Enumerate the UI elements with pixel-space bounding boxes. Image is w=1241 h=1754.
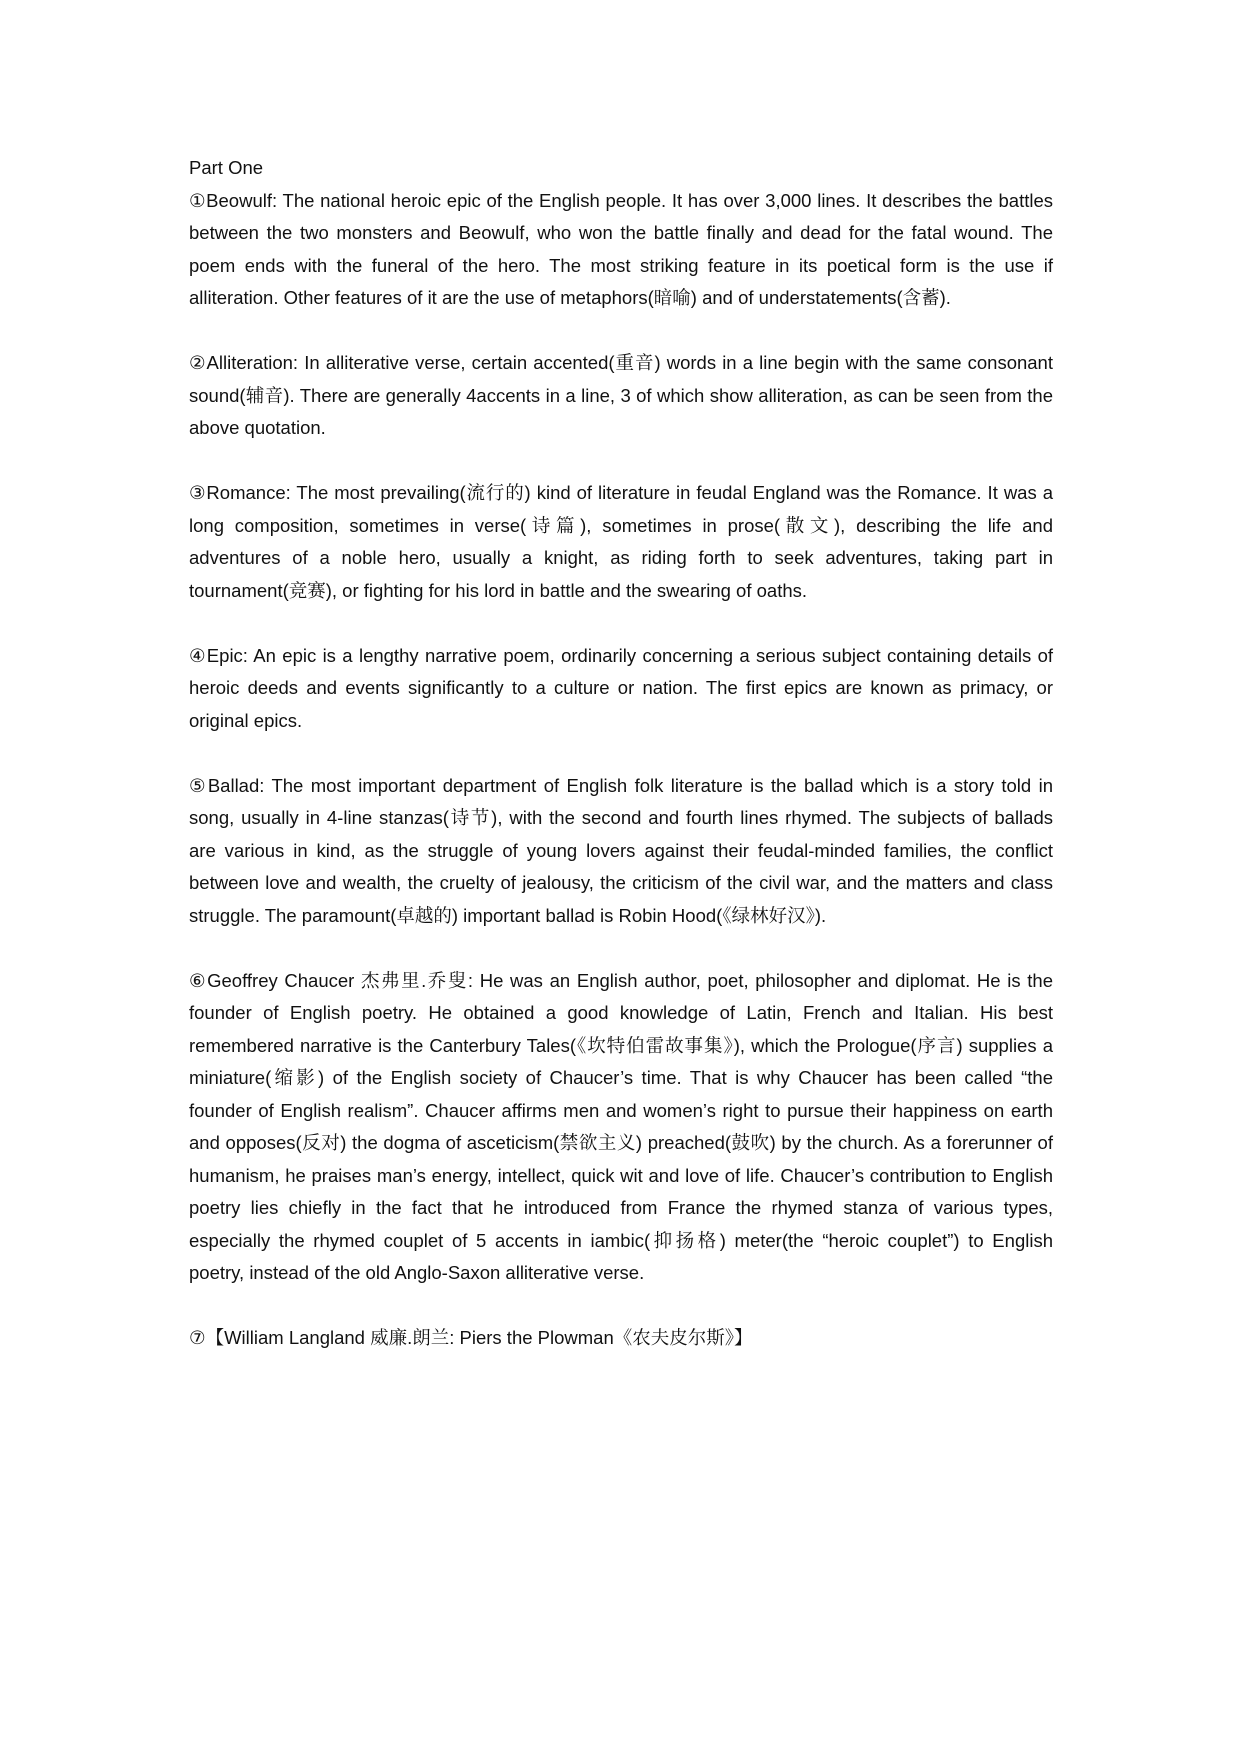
paragraph-epic: ④Epic: An epic is a lengthy narrative poem, ordinarily concerning a serious subject containing details of heroic deeds and events significantly to a culture or nation. The first epics are known as primacy, or original epics. — [189, 644, 1053, 731]
paragraph-ballad: ⑤Ballad: The most important department of English folk literature is the ballad which is a story told in song, usually in 4-line stanzas(诗节), with the second and fourth lines rhymed. The subjects of ballads are various in kind, as the struggle of young lovers against their feudal-minded families, the conflict between love and wealth, the cruelty of jealousy, the criticism of the civil war, and the matters and class struggle. The paramount(卓越的) important ballad is Robin Hood(《绿林好汉》). — [189, 774, 1053, 926]
paragraph-chaucer: ⑥Geoffrey Chaucer 杰弗里.乔叟: He was an English author, poet, philosopher and diplomat. He is the founder of English poetry. He obtained a good knowledge of Latin, French and Italian. His best remembered narrative is the Canterbury Tales(《坎特伯雷故事集》), which the Prologue(序言) supplies a miniature(缩影) of the English society of Chaucer’s time. That is why Chaucer has been called “the founder of English realism”. Chaucer affirms men and women’s right to pursue their happiness on earth and opposes(反对) the dogma of asceticism(禁欲主义) preached(鼓吹) by the church. As a forerunner of humanism, he praises man’s energy, intellect, quick wit and love of life. Chaucer’s contribution to English poetry lies chiefly in the fact that he introduced from France the rhymed stanza of various types, especially the rhymed couplet of 5 accents in iambic(抑扬格) meter(the “heroic couplet”) to English poetry, instead of the old Anglo-Saxon alliterative verse. — [189, 969, 1053, 1283]
paragraph-langland: ⑦【William Langland 威廉.朗兰: Piers the Plowman《农夫皮尔斯》】 — [189, 1327, 753, 1348]
paragraph-romance: ③Romance: The most prevailing(流行的) kind of literature in feudal England was the Romance. It was a long composition, sometimes in verse(诗篇), sometimes in prose(散文), describing the life and adventures of a noble hero, usually a knight, as riding forth to seek adventures, taking part in tournament(竞赛), or fighting for his lord in battle and the swearing of oaths. — [189, 482, 1053, 601]
section-heading: Part One — [189, 157, 264, 178]
paragraph-alliteration: ②Alliteration: In alliterative verse, certain accented(重音) words in a line begin with the same consonant sound(辅音). There are generally 4accents in a line, 3 of which show alliteration, as can be seen from the above quotation. — [189, 352, 1053, 438]
document-page — [189, 152, 1053, 1355]
paragraph-beowulf: ①Beowulf: The national heroic epic of the English people. It has over 3,000 lines. It describes the battles between the two monsters and Beowulf, who won the battle finally and dead for the fatal wound. The poem ends with the funeral of the hero. The most striking feature in its poetical form is the use if alliteration. Other features of it are the use of metaphors(暗喻) and of understatements(含蓄). — [189, 189, 1053, 308]
